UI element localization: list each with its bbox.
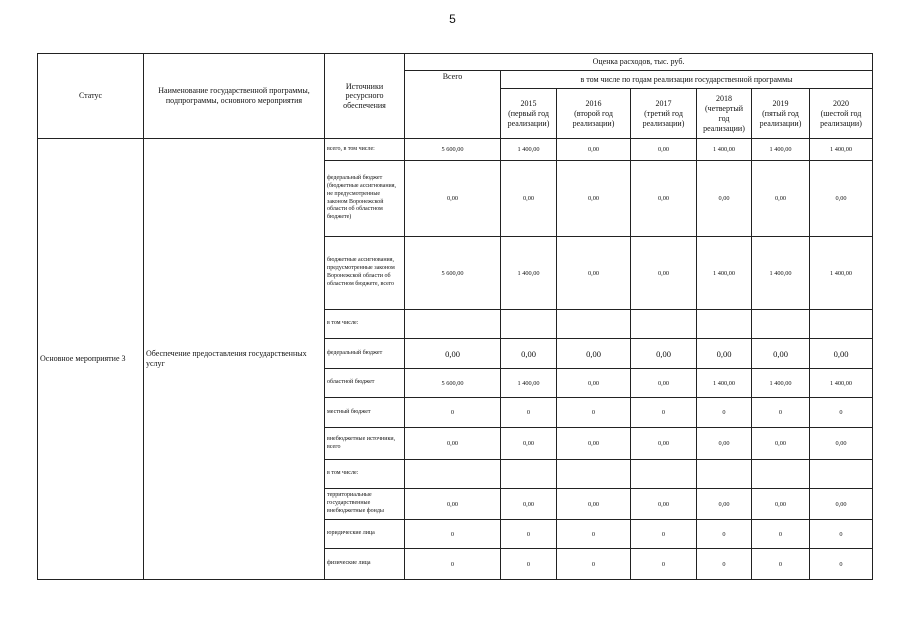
value-cell: 0,00 (557, 139, 631, 161)
header-by-years: в том числе по годам реализации государственной программы (501, 71, 873, 89)
value-cell: 0,00 (405, 161, 501, 237)
source-cell: бюджетные ассигнования, предусмотренные законом Воронежской области об областном бюджете, всего (325, 237, 405, 310)
header-year-note: (третий год реализации) (642, 108, 685, 128)
value-cell: 1 400,00 (810, 139, 873, 161)
value-cell: 0 (501, 520, 557, 549)
header-total: Всего (405, 71, 501, 139)
value-cell: 0,00 (501, 489, 557, 520)
value-cell: 1 400,00 (501, 369, 557, 398)
program-name-cell: Обеспечение предоставления государственных услуг (144, 139, 325, 580)
value-cell: 0 (557, 520, 631, 549)
value-cell: 1 400,00 (810, 369, 873, 398)
value-cell: 0,00 (631, 489, 697, 520)
source-cell: территориальные государственные внебюджетные фонды (325, 489, 405, 520)
value-cell (752, 310, 810, 339)
header-year-label: 2018 (716, 93, 732, 103)
value-cell: 0,00 (557, 428, 631, 460)
table-row (38, 139, 873, 161)
value-cell: 0,00 (810, 161, 873, 237)
status-cell: Основное мероприятие 3 (38, 139, 144, 580)
header-year-note: (четвертый год реализации) (703, 103, 745, 133)
header-year-2020 (810, 89, 873, 139)
source-cell: юридические лица (325, 520, 405, 549)
value-cell: 0 (405, 520, 501, 549)
value-cell: 1 400,00 (752, 369, 810, 398)
source-cell: в том числе: (325, 310, 405, 339)
value-cell (557, 310, 631, 339)
value-cell: 0 (631, 398, 697, 428)
value-cell (631, 310, 697, 339)
budget-table (37, 53, 873, 580)
source-cell: внебюджетные источники, всего (325, 428, 405, 460)
value-cell: 1 400,00 (697, 139, 752, 161)
value-cell: 0 (810, 549, 873, 580)
value-cell (631, 460, 697, 489)
value-cell: 0,00 (501, 428, 557, 460)
value-cell: 0 (631, 520, 697, 549)
header-name: Наименование государственной программы, подпрограммы, основного мероприятия (144, 54, 325, 139)
header-year-2016 (557, 89, 631, 139)
value-cell: 0 (697, 398, 752, 428)
value-cell: 0,00 (405, 339, 501, 369)
header-year-note: (второй год реализации) (572, 108, 615, 128)
value-cell: 0 (631, 549, 697, 580)
value-cell (752, 460, 810, 489)
value-cell: 0 (752, 398, 810, 428)
value-cell: 0,00 (697, 428, 752, 460)
value-cell: 0,00 (752, 339, 810, 369)
value-cell: 0 (810, 520, 873, 549)
header-year-label: 2020 (833, 98, 849, 108)
value-cell: 0,00 (557, 339, 631, 369)
value-cell (405, 310, 501, 339)
source-cell: всего, в том числе: (325, 139, 405, 161)
value-cell: 0,00 (501, 339, 557, 369)
header-year-label: 2016 (585, 98, 602, 108)
value-cell: 0 (557, 398, 631, 428)
value-cell: 0,00 (405, 489, 501, 520)
source-cell: местный бюджет (325, 398, 405, 428)
value-cell: 0,00 (557, 489, 631, 520)
value-cell (501, 460, 557, 489)
value-cell: 0,00 (501, 161, 557, 237)
header-year-2019 (752, 89, 810, 139)
value-cell: 0,00 (631, 161, 697, 237)
value-cell: 5 600,00 (405, 139, 501, 161)
value-cell (810, 460, 873, 489)
value-cell: 0 (752, 549, 810, 580)
header-sources: Источники ресурсного обеспечения (325, 54, 405, 139)
value-cell: 0,00 (810, 428, 873, 460)
header-status: Статус (38, 54, 144, 139)
value-cell: 1 400,00 (501, 237, 557, 310)
header-year-label: 2015 (520, 98, 537, 108)
value-cell: 1 400,00 (752, 237, 810, 310)
value-cell: 1 400,00 (752, 139, 810, 161)
value-cell: 0,00 (631, 237, 697, 310)
header-year-note: (пятый год реализации) (759, 108, 802, 128)
header-year-note: (шестой год реализации) (820, 108, 862, 128)
value-cell: 1 400,00 (697, 369, 752, 398)
source-cell: в том числе: (325, 460, 405, 489)
source-cell: физические лица (325, 549, 405, 580)
value-cell: 5 600,00 (405, 369, 501, 398)
value-cell: 0,00 (631, 339, 697, 369)
value-cell: 0 (752, 520, 810, 549)
value-cell: 1 400,00 (697, 237, 752, 310)
value-cell (501, 310, 557, 339)
value-cell: 0,00 (752, 428, 810, 460)
value-cell: 0 (501, 549, 557, 580)
value-cell: 0 (557, 549, 631, 580)
value-cell (405, 460, 501, 489)
value-cell: 0,00 (631, 139, 697, 161)
value-cell: 0,00 (697, 489, 752, 520)
value-cell: 0,00 (697, 339, 752, 369)
header-estimate: Оценка расходов, тыс. руб. (405, 54, 873, 71)
header-year-2017 (631, 89, 697, 139)
value-cell (697, 310, 752, 339)
value-cell: 0,00 (697, 161, 752, 237)
value-cell: 0,00 (810, 489, 873, 520)
value-cell: 0,00 (557, 369, 631, 398)
value-cell: 0 (501, 398, 557, 428)
header-year-label: 2019 (772, 98, 789, 108)
header-year-2015 (501, 89, 557, 139)
value-cell: 0 (405, 549, 501, 580)
source-cell: федеральный бюджет (бюджетные ассигнования, не предусмотренные законом Воронежской области об областном бюджете) (325, 161, 405, 237)
value-cell: 0 (697, 520, 752, 549)
value-cell: 0,00 (752, 161, 810, 237)
value-cell (697, 460, 752, 489)
value-cell: 1 400,00 (810, 237, 873, 310)
value-cell: 0,00 (405, 428, 501, 460)
value-cell: 0 (697, 549, 752, 580)
value-cell: 0,00 (631, 428, 697, 460)
value-cell: 1 400,00 (501, 139, 557, 161)
page-number: 5 (449, 12, 456, 26)
value-cell: 5 600,00 (405, 237, 501, 310)
value-cell: 0,00 (557, 237, 631, 310)
source-cell: областной бюджет (325, 369, 405, 398)
header-year-2018 (697, 89, 752, 139)
value-cell (810, 310, 873, 339)
header-year-label: 2017 (655, 98, 672, 108)
source-cell: федеральный бюджет (325, 339, 405, 369)
value-cell: 0 (810, 398, 873, 428)
value-cell: 0,00 (752, 489, 810, 520)
value-cell: 0 (405, 398, 501, 428)
value-cell: 0,00 (557, 161, 631, 237)
header-year-note: (первый год реализации) (507, 108, 550, 128)
value-cell (557, 460, 631, 489)
value-cell: 0,00 (810, 339, 873, 369)
value-cell: 0,00 (631, 369, 697, 398)
